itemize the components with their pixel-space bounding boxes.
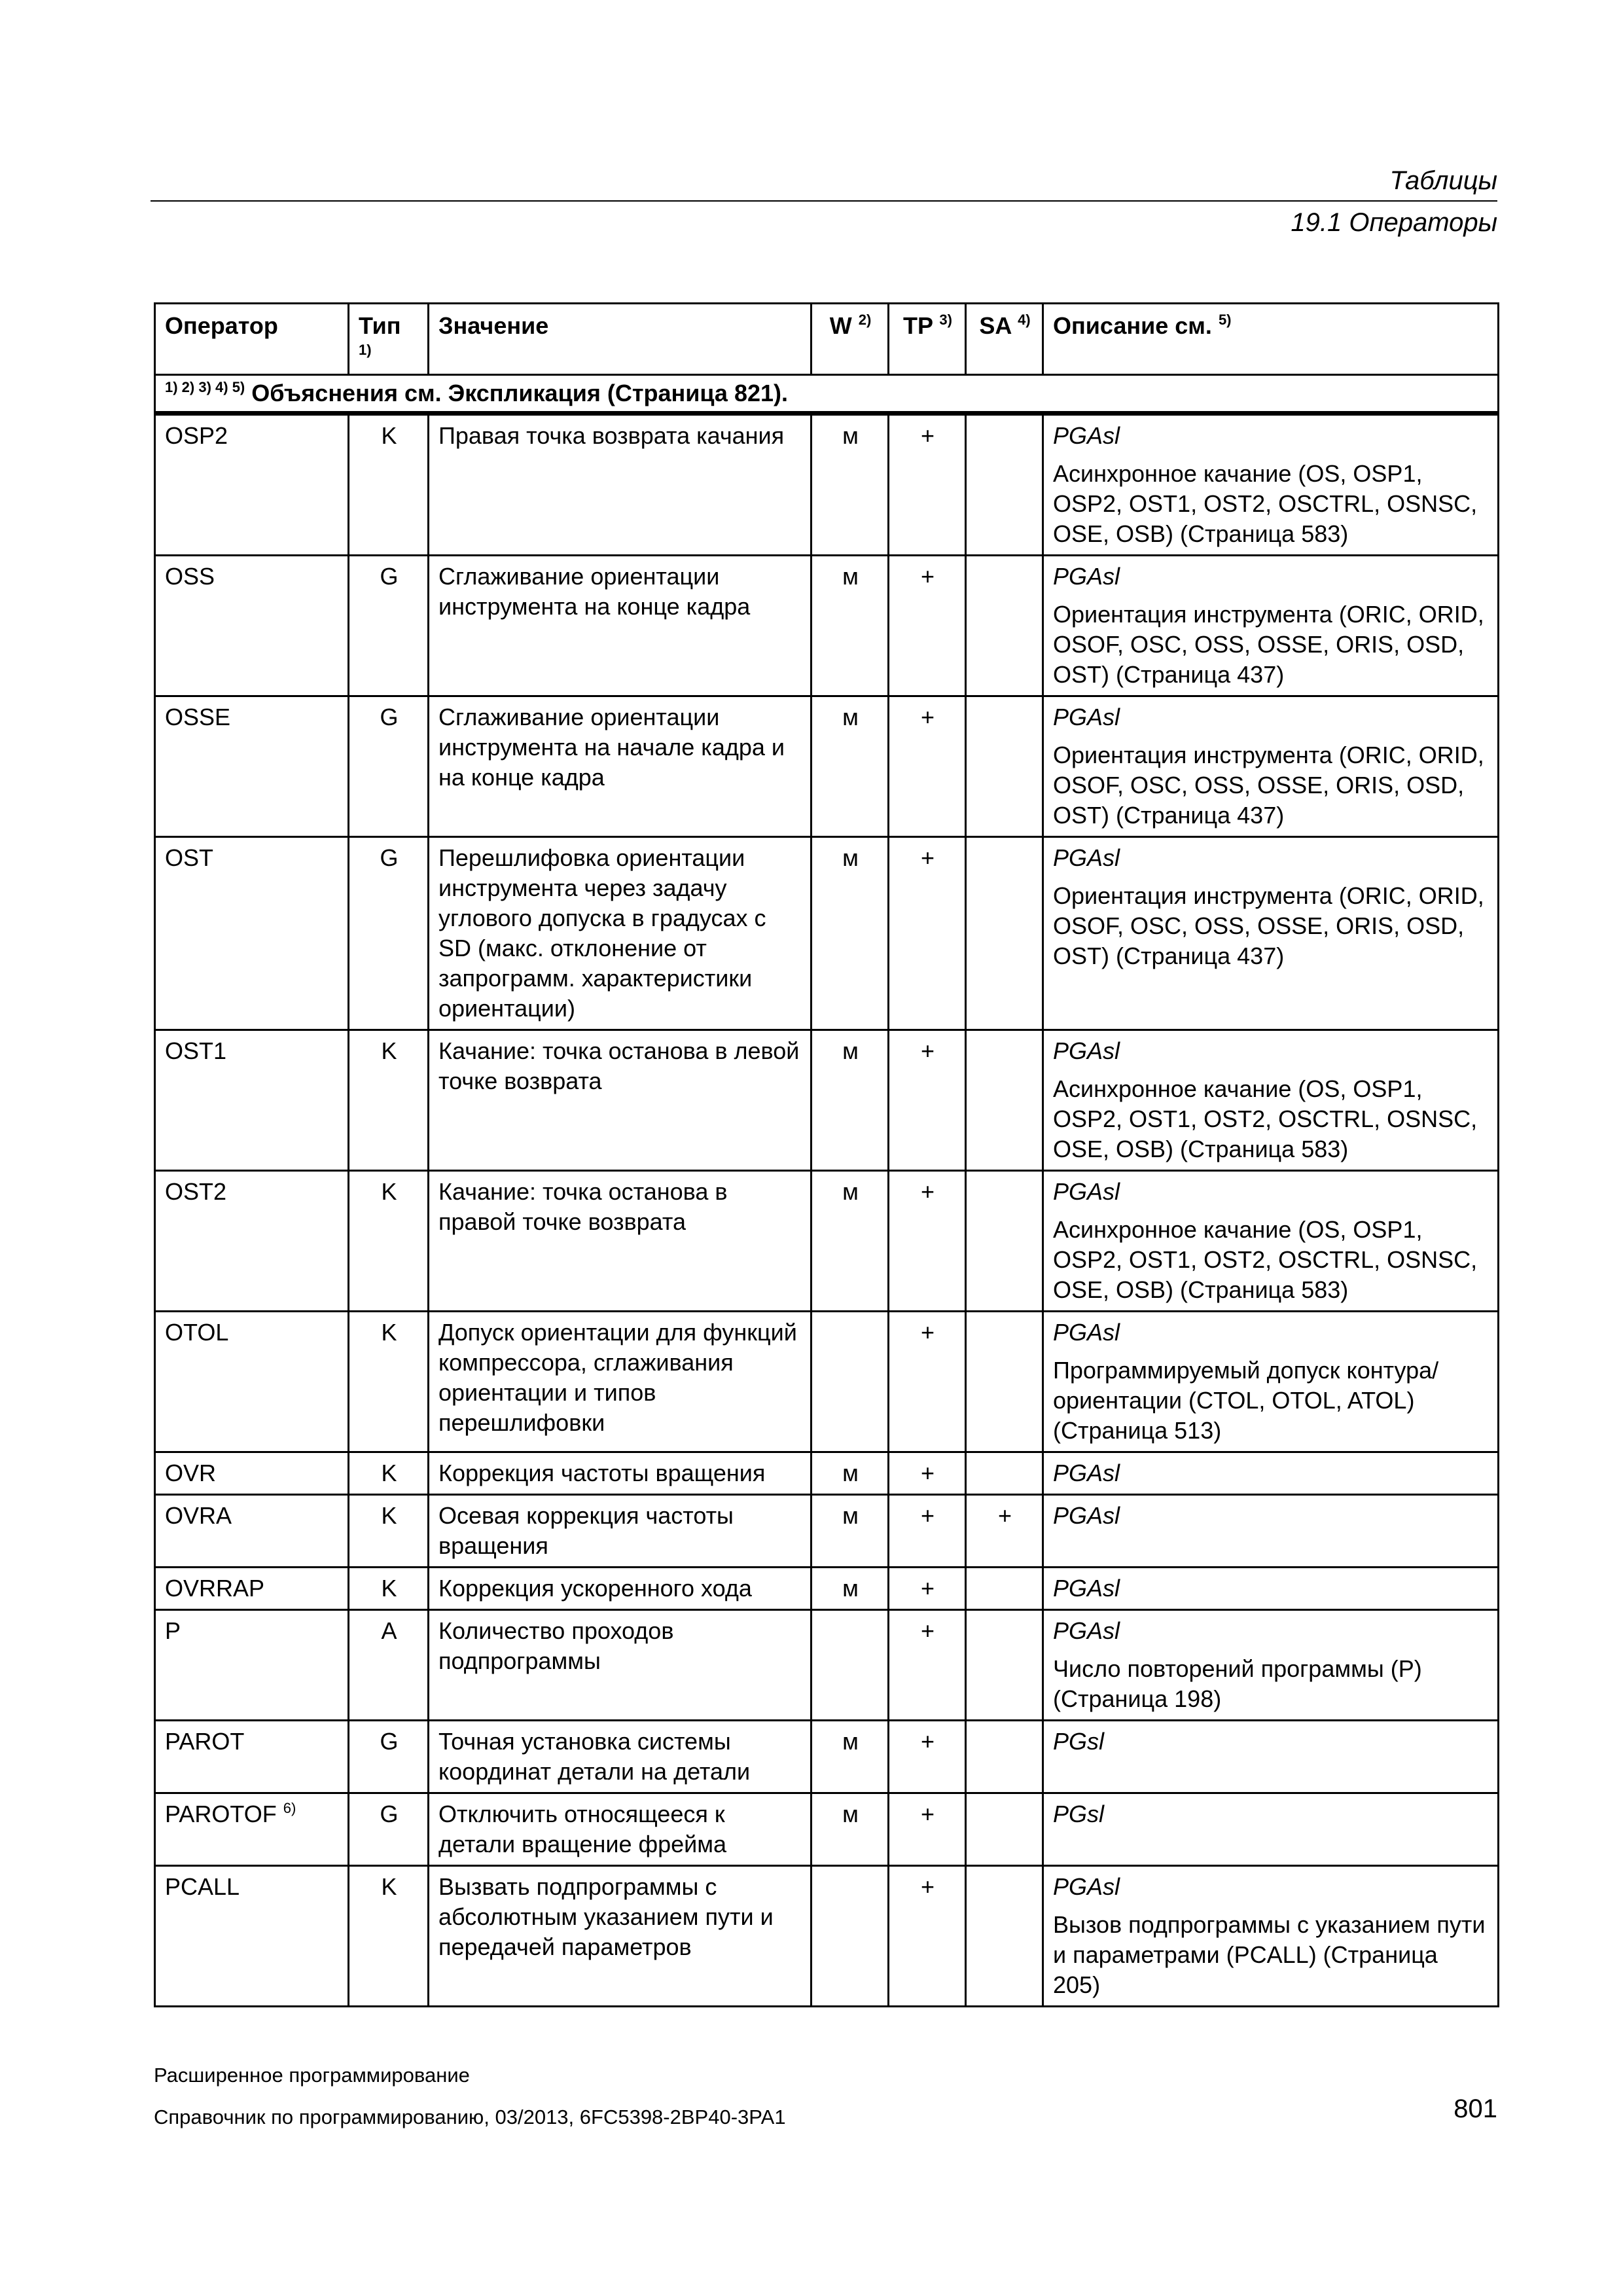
cell-tp: + — [889, 1495, 966, 1568]
desc-link[interactable]: Асинхронное качание (OS, OSP1, OSP2, OST1, OST2, OSCTRL, OSNSC, OSE, OSB) (Страница 583) — [1053, 1216, 1478, 1303]
operator-name: OST — [165, 844, 214, 871]
cell-type: K — [349, 1452, 429, 1495]
cell-desc — [1043, 1452, 1499, 1495]
table-row — [155, 1495, 1499, 1568]
table-row — [155, 1866, 1499, 2007]
table-row — [155, 1452, 1499, 1495]
operator-name: OSP2 — [165, 422, 228, 449]
table-row — [155, 1171, 1499, 1312]
manual-ref: PGAsl — [1053, 1178, 1120, 1205]
col-header-type: Тип $^{1)}$ — [349, 304, 429, 375]
operator-name: OVRRAP — [165, 1575, 265, 1602]
cell-tp: + — [889, 1866, 966, 2007]
cell-desc — [1043, 556, 1499, 696]
manual-ref: PGAsl — [1053, 563, 1120, 590]
operator-footnote: 6) — [283, 1800, 296, 1816]
cell-tp: + — [889, 1030, 966, 1171]
cell-meaning: Количество проходов подпрограммы — [429, 1610, 812, 1721]
cell-desc — [1043, 1312, 1499, 1452]
cell-sa — [966, 696, 1043, 837]
cell-type: K — [349, 1312, 429, 1452]
cell-sa — [966, 1312, 1043, 1452]
cell-desc — [1043, 414, 1499, 556]
cell-tp: + — [889, 556, 966, 696]
col-header-meaning: Значение — [429, 304, 812, 375]
cell-desc — [1043, 1568, 1499, 1610]
table-header-row — [155, 304, 1499, 375]
operator-name: PAROT — [165, 1728, 245, 1755]
footer-title: Расширенное программирование — [154, 2064, 470, 2087]
cell-desc — [1043, 1495, 1499, 1568]
header-divider — [151, 200, 1497, 202]
manual-ref: PGAsl — [1053, 422, 1120, 449]
cell-sa — [966, 1610, 1043, 1721]
cell-tp: + — [889, 1610, 966, 1721]
cell-desc — [1043, 1030, 1499, 1171]
cell-w: м — [812, 1721, 889, 1793]
cell-operator — [155, 1866, 349, 2007]
cell-w: м — [812, 414, 889, 556]
cell-sa — [966, 837, 1043, 1030]
table-row — [155, 1721, 1499, 1793]
manual-ref: PGAsl — [1053, 1460, 1120, 1486]
cell-w: м — [812, 1568, 889, 1610]
cell-desc — [1043, 1866, 1499, 2007]
cell-desc — [1043, 1793, 1499, 1866]
cell-meaning: Вызвать подпрограммы с абсолютным указанием пути и передачей параметров — [429, 1866, 812, 2007]
cell-meaning: Качание: точка останова в левой точке возврата — [429, 1030, 812, 1171]
cell-w: м — [812, 556, 889, 696]
cell-w: м — [812, 837, 889, 1030]
operator-name: OTOL — [165, 1319, 229, 1346]
cell-sa — [966, 1866, 1043, 2007]
cell-desc — [1043, 1721, 1499, 1793]
desc-link[interactable]: Ориентация инструмента (ORIC, ORID, OSOF, OSC, OSS, OSSE, ORIS, OSD, OST) (Страница 437) — [1053, 742, 1484, 829]
operator-name: OST1 — [165, 1037, 227, 1064]
cell-operator — [155, 1452, 349, 1495]
desc-link[interactable]: Асинхронное качание (OS, OSP1, OSP2, OST1, OST2, OSCTRL, OSNSC, OSE, OSB) (Страница 583) — [1053, 460, 1478, 547]
table-row — [155, 1568, 1499, 1610]
cell-operator — [155, 414, 349, 556]
cell-tp: + — [889, 837, 966, 1030]
operator-name: OSS — [165, 563, 215, 590]
manual-ref: PGsl — [1053, 1728, 1105, 1755]
cell-desc — [1043, 1171, 1499, 1312]
manual-ref: PGAsl — [1053, 844, 1120, 871]
cell-operator — [155, 696, 349, 837]
table-note: $^{1) 2) 3) 4) 5)}$ Объяснения см. Экспликация (Страница 821). — [155, 375, 1499, 414]
cell-tp: + — [889, 1171, 966, 1312]
cell-tp: + — [889, 414, 966, 556]
table-row — [155, 696, 1499, 837]
cell-sa — [966, 1721, 1043, 1793]
cell-operator — [155, 1793, 349, 1866]
cell-type: K — [349, 1568, 429, 1610]
manual-ref: PGAsl — [1053, 1319, 1120, 1346]
cell-w: м — [812, 1793, 889, 1866]
cell-operator — [155, 837, 349, 1030]
desc-link[interactable]: Вызов подпрограммы с указанием пути и параметрами (PCALL) (Страница 205) — [1053, 1911, 1486, 1998]
cell-meaning: Осевая коррекция частоты вращения — [429, 1495, 812, 1568]
cell-type: K — [349, 1866, 429, 2007]
desc-link[interactable]: Число повторений программы (P) (Страница 198) — [1053, 1655, 1422, 1712]
cell-type: G — [349, 696, 429, 837]
operator-name: PCALL — [165, 1873, 240, 1900]
cell-tp: + — [889, 1568, 966, 1610]
subsection-title: 19.1 Операторы — [1291, 208, 1497, 237]
cell-w: м — [812, 1171, 889, 1312]
cell-type: K — [349, 1171, 429, 1312]
manual-ref: PGAsl — [1053, 1502, 1120, 1529]
cell-operator — [155, 1495, 349, 1568]
cell-sa — [966, 556, 1043, 696]
table-note-row — [155, 375, 1499, 414]
cell-type: A — [349, 1610, 429, 1721]
cell-desc — [1043, 696, 1499, 837]
desc-link[interactable]: Ориентация инструмента (ORIC, ORID, OSOF, OSC, OSS, OSSE, ORIS, OSD, OST) (Страница 437) — [1053, 601, 1484, 688]
cell-meaning: Коррекция частоты вращения — [429, 1452, 812, 1495]
desc-link[interactable]: Программируемый допуск контура/ориентации (CTOL, OTOL, ATOL) (Страница 513) — [1053, 1357, 1439, 1444]
operators-table — [154, 302, 1499, 2007]
desc-link[interactable]: Ориентация инструмента (ORIC, ORID, OSOF, OSC, OSS, OSSE, ORIS, OSD, OST) (Страница 437) — [1053, 882, 1484, 969]
cell-w: м — [812, 696, 889, 837]
col-header-sa: SA $^{4)}$ — [966, 304, 1043, 375]
cell-operator — [155, 1171, 349, 1312]
cell-desc — [1043, 837, 1499, 1030]
table-row — [155, 1312, 1499, 1452]
col-header-w: W $^{2)}$ — [812, 304, 889, 375]
cell-operator — [155, 1610, 349, 1721]
cell-tp: + — [889, 1312, 966, 1452]
cell-operator — [155, 1312, 349, 1452]
cell-tp: + — [889, 1721, 966, 1793]
cell-sa — [966, 1171, 1043, 1312]
cell-meaning: Точная установка системы координат детали на детали — [429, 1721, 812, 1793]
cell-sa — [966, 1793, 1043, 1866]
manual-ref: PGAsl — [1053, 1575, 1120, 1602]
cell-w — [812, 1610, 889, 1721]
col-header-operator: Оператор — [155, 304, 349, 375]
cell-sa — [966, 1568, 1043, 1610]
manual-ref: PGsl — [1053, 1801, 1105, 1827]
cell-type: G — [349, 556, 429, 696]
cell-sa — [966, 414, 1043, 556]
cell-type: G — [349, 1721, 429, 1793]
operator-name: OVR — [165, 1460, 217, 1486]
col-header-tp: TP $^{3)}$ — [889, 304, 966, 375]
cell-w — [812, 1866, 889, 2007]
cell-operator — [155, 1721, 349, 1793]
table-row — [155, 837, 1499, 1030]
cell-operator — [155, 556, 349, 696]
manual-ref: PGAsl — [1053, 704, 1120, 730]
cell-type: G — [349, 837, 429, 1030]
cell-meaning: Отключить относящееся к детали вращение фрейма — [429, 1793, 812, 1866]
desc-link[interactable]: Асинхронное качание (OS, OSP1, OSP2, OST1, OST2, OSCTRL, OSNSC, OSE, OSB) (Страница 583) — [1053, 1075, 1478, 1162]
cell-operator — [155, 1568, 349, 1610]
cell-sa: + — [966, 1495, 1043, 1568]
cell-meaning: Правая точка возврата качания — [429, 414, 812, 556]
cell-tp: + — [889, 1452, 966, 1495]
table-row — [155, 1030, 1499, 1171]
cell-w: м — [812, 1495, 889, 1568]
table-row — [155, 414, 1499, 556]
cell-type: K — [349, 1495, 429, 1568]
operator-name: PAROTOF — [165, 1801, 277, 1827]
cell-sa — [966, 1452, 1043, 1495]
operator-name: OVRA — [165, 1502, 232, 1529]
cell-desc — [1043, 1610, 1499, 1721]
footer-subtitle: Справочник по программированию, 03/2013, 6FC5398-2BP40-3PA1 — [154, 2106, 786, 2128]
operator-name: P — [165, 1617, 181, 1644]
operator-name: OSSE — [165, 704, 231, 730]
table-row — [155, 1610, 1499, 1721]
col-header-desc: Описание см. $^{5)}$ — [1043, 304, 1499, 375]
cell-w: м — [812, 1452, 889, 1495]
cell-tp: + — [889, 1793, 966, 1866]
cell-w: м — [812, 1030, 889, 1171]
manual-ref: PGAsl — [1053, 1037, 1120, 1064]
cell-operator — [155, 1030, 349, 1171]
page-number: 801 — [1454, 2094, 1497, 2123]
cell-meaning: Сглаживание ориентации инструмента на конце кадра — [429, 556, 812, 696]
cell-meaning: Сглаживание ориентации инструмента на начале кадра и на конце кадра — [429, 696, 812, 837]
cell-meaning: Качание: точка останова в правой точке возврата — [429, 1171, 812, 1312]
manual-ref: PGAsl — [1053, 1873, 1120, 1900]
cell-meaning: Допуск ориентации для функций компрессора, сглаживания ориентации и типов перешлифовки — [429, 1312, 812, 1452]
manual-ref: PGAsl — [1053, 1617, 1120, 1644]
cell-w — [812, 1312, 889, 1452]
operator-name: OST2 — [165, 1178, 227, 1205]
cell-meaning: Коррекция ускоренного хода — [429, 1568, 812, 1610]
table-row — [155, 1793, 1499, 1866]
cell-type: G — [349, 1793, 429, 1866]
section-title: Таблицы — [1389, 166, 1497, 195]
cell-tp: + — [889, 696, 966, 837]
cell-type: K — [349, 414, 429, 556]
table-body — [155, 414, 1499, 2007]
cell-type: K — [349, 1030, 429, 1171]
cell-meaning: Перешлифовка ориентации инструмента через задачу углового допуска в градусах с SD (макс. отклонение от запрограмм. характеристики ориентации) — [429, 837, 812, 1030]
table-row — [155, 556, 1499, 696]
cell-sa — [966, 1030, 1043, 1171]
